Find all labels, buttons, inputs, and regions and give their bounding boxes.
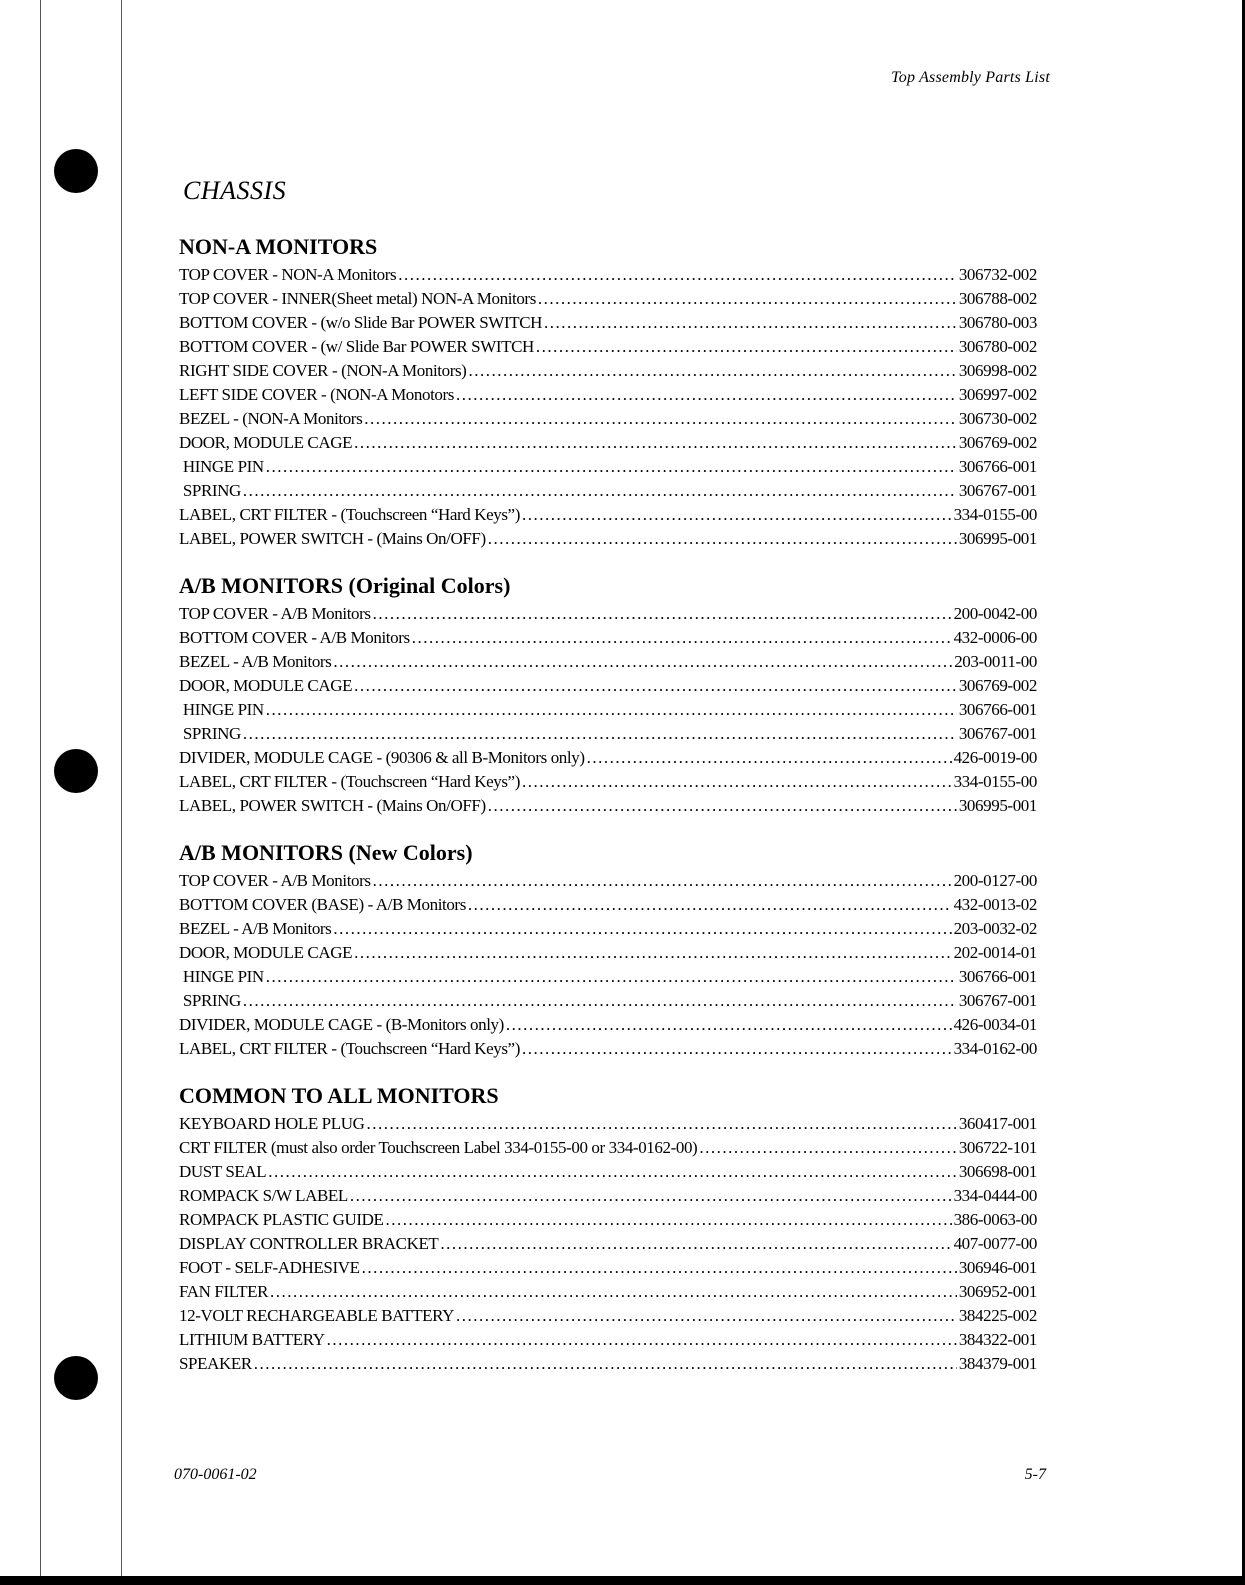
- part-row: [179, 335, 1037, 359]
- part-row: [179, 626, 1037, 650]
- part-row: [179, 1304, 1037, 1328]
- part-description: LABEL, POWER SWITCH - (Mains On/OFF): [179, 529, 486, 548]
- part-number: 384225-002: [958, 1306, 1037, 1325]
- section-title: CHASSIS: [183, 176, 287, 205]
- part-number: 200-0127-00: [953, 871, 1037, 890]
- dot-leader: [506, 1013, 952, 1037]
- part-number: 384322-001: [958, 1330, 1037, 1349]
- part-row: [179, 917, 1037, 941]
- part-row: [179, 479, 1037, 503]
- part-number: 384379-001: [958, 1354, 1037, 1373]
- dot-leader: [536, 335, 957, 359]
- part-row: [179, 1184, 1037, 1208]
- part-number: 334-0162-00: [953, 1039, 1037, 1058]
- part-number: 306766-001: [958, 457, 1037, 476]
- document-number: 070-0061-02: [174, 1466, 257, 1483]
- dot-leader: [468, 359, 956, 383]
- dot-leader: [366, 1112, 956, 1136]
- part-row: [179, 698, 1037, 722]
- part-row: [179, 359, 1037, 383]
- parts-list: [179, 232, 1037, 1396]
- part-number: 432-0006-00: [953, 628, 1037, 647]
- group-title: A/B MONITORS (Original Colors): [179, 573, 511, 598]
- part-row: [179, 722, 1037, 746]
- part-number: 306766-001: [958, 967, 1037, 986]
- dot-leader: [266, 698, 957, 722]
- part-description: DUST SEAL: [179, 1162, 267, 1181]
- part-description: TOP COVER - A/B Monitors: [179, 604, 371, 623]
- part-description: LABEL, POWER SWITCH - (Mains On/OFF): [179, 796, 486, 815]
- dot-leader: [354, 674, 957, 698]
- dot-leader: [243, 989, 957, 1013]
- part-row: [179, 674, 1037, 698]
- part-description: BEZEL - (NON-A Monitors: [179, 409, 363, 428]
- dot-leader: [373, 602, 952, 626]
- part-description: DIVIDER, MODULE CAGE - (90306 & all B-Monitors only): [179, 748, 585, 767]
- part-number: 306767-001: [958, 481, 1037, 500]
- part-description: BEZEL - A/B Monitors: [179, 919, 332, 938]
- binder-hole-top: [54, 149, 98, 193]
- part-number: 432-0013-02: [953, 895, 1037, 914]
- part-row: [179, 794, 1037, 818]
- part-number: 203-0011-00: [954, 652, 1037, 671]
- part-row: [179, 527, 1037, 551]
- dot-leader: [270, 1280, 957, 1304]
- part-number: 202-0014-01: [953, 943, 1037, 962]
- part-description: DOOR, MODULE CAGE: [179, 943, 353, 962]
- dot-leader: [544, 311, 957, 335]
- part-row: [179, 1256, 1037, 1280]
- part-description: LITHIUM BATTERY: [179, 1330, 325, 1349]
- part-number: 407-0077-00: [953, 1234, 1037, 1253]
- part-row: [179, 989, 1037, 1013]
- part-row: [179, 770, 1037, 794]
- part-number: 306722-101: [958, 1138, 1037, 1157]
- part-number: 334-0444-00: [953, 1186, 1037, 1205]
- binder-hole-bottom: [54, 1356, 98, 1400]
- part-number: 306995-001: [958, 796, 1037, 815]
- part-number: 334-0155-00: [953, 772, 1037, 791]
- dot-leader: [354, 431, 957, 455]
- dot-leader: [440, 1232, 951, 1256]
- part-number: 306769-002: [958, 676, 1037, 695]
- part-description: BOTTOM COVER - (w/o Slide Bar POWER SWITCH: [179, 313, 543, 332]
- part-description: SPRING: [179, 481, 241, 500]
- dot-leader: [456, 383, 957, 407]
- part-row: [179, 263, 1037, 287]
- dot-leader: [362, 1256, 957, 1280]
- part-description: SPRING: [179, 991, 241, 1010]
- part-row: [179, 602, 1037, 626]
- part-number: 306952-001: [958, 1282, 1037, 1301]
- part-row: [179, 1013, 1037, 1037]
- part-number: 306769-002: [958, 433, 1037, 452]
- part-description: KEYBOARD HOLE PLUG: [179, 1114, 365, 1133]
- running-header: Top Assembly Parts List: [891, 69, 1050, 86]
- parts-group: [179, 571, 1037, 818]
- parts-group: [179, 838, 1037, 1061]
- part-number: 306767-001: [958, 991, 1037, 1010]
- part-number: 306767-001: [958, 724, 1037, 743]
- part-number: 306780-002: [958, 337, 1037, 356]
- part-description: LABEL, CRT FILTER - (Touchscreen “Hard Keys”): [179, 772, 520, 791]
- part-description: LEFT SIDE COVER - (NON-A Monotors: [179, 385, 455, 404]
- dot-leader: [373, 869, 952, 893]
- dot-leader: [266, 965, 957, 989]
- page-number: 5-7: [1024, 1466, 1046, 1483]
- dot-leader: [587, 746, 952, 770]
- part-description: DOOR, MODULE CAGE: [179, 433, 353, 452]
- part-row: [179, 1328, 1037, 1352]
- part-row: [179, 1280, 1037, 1304]
- scan-edge-bottom: [0, 1576, 1245, 1585]
- dot-leader: [699, 1136, 957, 1160]
- dot-leader: [266, 455, 957, 479]
- part-row: [179, 1160, 1037, 1184]
- part-description: SPRING: [179, 724, 241, 743]
- dot-leader: [456, 1304, 957, 1328]
- dot-leader: [385, 1208, 951, 1232]
- part-description: HINGE PIN: [179, 457, 264, 476]
- part-description: 12-VOLT RECHARGEABLE BATTERY: [179, 1306, 454, 1325]
- part-row: [179, 431, 1037, 455]
- part-number: 306998-002: [958, 361, 1037, 380]
- part-row: [179, 287, 1037, 311]
- part-row: [179, 311, 1037, 335]
- dot-leader: [327, 1328, 957, 1352]
- part-description: BOTTOM COVER - A/B Monitors: [179, 628, 410, 647]
- part-row: [179, 1112, 1037, 1136]
- part-description: FAN FILTER: [179, 1282, 269, 1301]
- dot-leader: [333, 650, 952, 674]
- dot-leader: [350, 1184, 952, 1208]
- parts-group: [179, 232, 1037, 551]
- binder-hole-middle: [54, 749, 98, 793]
- part-number: 306766-001: [958, 700, 1037, 719]
- part-row: [179, 941, 1037, 965]
- part-number: 334-0155-00: [953, 505, 1037, 524]
- group-title: COMMON TO ALL MONITORS: [179, 1083, 499, 1108]
- part-description: SPEAKER: [179, 1354, 252, 1373]
- dot-leader: [333, 917, 951, 941]
- part-description: RIGHT SIDE COVER - (NON-A Monitors): [179, 361, 467, 380]
- group-title: A/B MONITORS (New Colors): [179, 840, 473, 865]
- part-row: [179, 650, 1037, 674]
- page-edge-line: [40, 0, 41, 1585]
- part-description: BOTTOM COVER - (w/ Slide Bar POWER SWITCH: [179, 337, 534, 356]
- part-number: 203-0032-02: [953, 919, 1037, 938]
- part-number: 306995-001: [958, 529, 1037, 548]
- part-description: FOOT - SELF-ADHESIVE: [179, 1258, 360, 1277]
- dot-leader: [268, 1160, 957, 1184]
- parts-group: [179, 1081, 1037, 1376]
- part-description: TOP COVER - A/B Monitors: [179, 871, 371, 890]
- dot-leader: [243, 479, 957, 503]
- part-row: [179, 1208, 1037, 1232]
- part-description: LABEL, CRT FILTER - (Touchscreen “Hard Keys”): [179, 505, 520, 524]
- part-number: 306946-001: [958, 1258, 1037, 1277]
- part-description: CRT FILTER (must also order Touchscreen Label 334-0155-00 or 334-0162-00): [179, 1138, 698, 1157]
- part-row: [179, 1232, 1037, 1256]
- dot-leader: [364, 407, 957, 431]
- part-row: [179, 1037, 1037, 1061]
- part-row: [179, 1352, 1037, 1376]
- part-description: HINGE PIN: [179, 967, 264, 986]
- part-number: 306997-002: [958, 385, 1037, 404]
- part-number: 426-0034-01: [953, 1015, 1037, 1034]
- part-number: 426-0019-00: [953, 748, 1037, 767]
- part-row: [179, 965, 1037, 989]
- group-title: NON-A MONITORS: [179, 234, 378, 259]
- dot-leader: [538, 287, 957, 311]
- part-number: 306780-003: [958, 313, 1037, 332]
- dot-leader: [522, 1037, 952, 1061]
- part-description: BEZEL - A/B Monitors: [179, 652, 332, 671]
- dot-leader: [398, 263, 957, 287]
- dot-leader: [354, 941, 951, 965]
- part-row: [179, 893, 1037, 917]
- part-description: DIVIDER, MODULE CAGE - (B-Monitors only): [179, 1015, 504, 1034]
- part-row: [179, 746, 1037, 770]
- part-description: TOP COVER - INNER(Sheet metal) NON-A Monitors: [179, 289, 536, 308]
- part-description: DOOR, MODULE CAGE: [179, 676, 353, 695]
- part-row: [179, 869, 1037, 893]
- part-row: [179, 455, 1037, 479]
- dot-leader: [488, 794, 957, 818]
- binding-margin-line: [121, 0, 122, 1585]
- part-description: ROMPACK PLASTIC GUIDE: [179, 1210, 384, 1229]
- part-number: 306788-002: [958, 289, 1037, 308]
- dot-leader: [488, 527, 957, 551]
- part-row: [179, 503, 1037, 527]
- part-description: LABEL, CRT FILTER - (Touchscreen “Hard Keys”): [179, 1039, 520, 1058]
- part-row: [179, 1136, 1037, 1160]
- part-description: ROMPACK S/W LABEL: [179, 1186, 348, 1205]
- dot-leader: [522, 503, 952, 527]
- part-number: 200-0042-00: [953, 604, 1037, 623]
- dot-leader: [522, 770, 952, 794]
- part-description: HINGE PIN: [179, 700, 264, 719]
- dot-leader: [468, 893, 952, 917]
- part-number: 306732-002: [958, 265, 1037, 284]
- part-description: TOP COVER - NON-A Monitors: [179, 265, 397, 284]
- part-number: 386-0063-00: [953, 1210, 1037, 1229]
- part-number: 306730-002: [958, 409, 1037, 428]
- part-row: [179, 383, 1037, 407]
- part-description: BOTTOM COVER (BASE) - A/B Monitors: [179, 895, 466, 914]
- part-number: 306698-001: [958, 1162, 1037, 1181]
- part-number: 360417-001: [958, 1114, 1037, 1133]
- dot-leader: [243, 722, 957, 746]
- dot-leader: [412, 626, 952, 650]
- dot-leader: [254, 1352, 957, 1376]
- part-row: [179, 407, 1037, 431]
- part-description: DISPLAY CONTROLLER BRACKET: [179, 1234, 439, 1253]
